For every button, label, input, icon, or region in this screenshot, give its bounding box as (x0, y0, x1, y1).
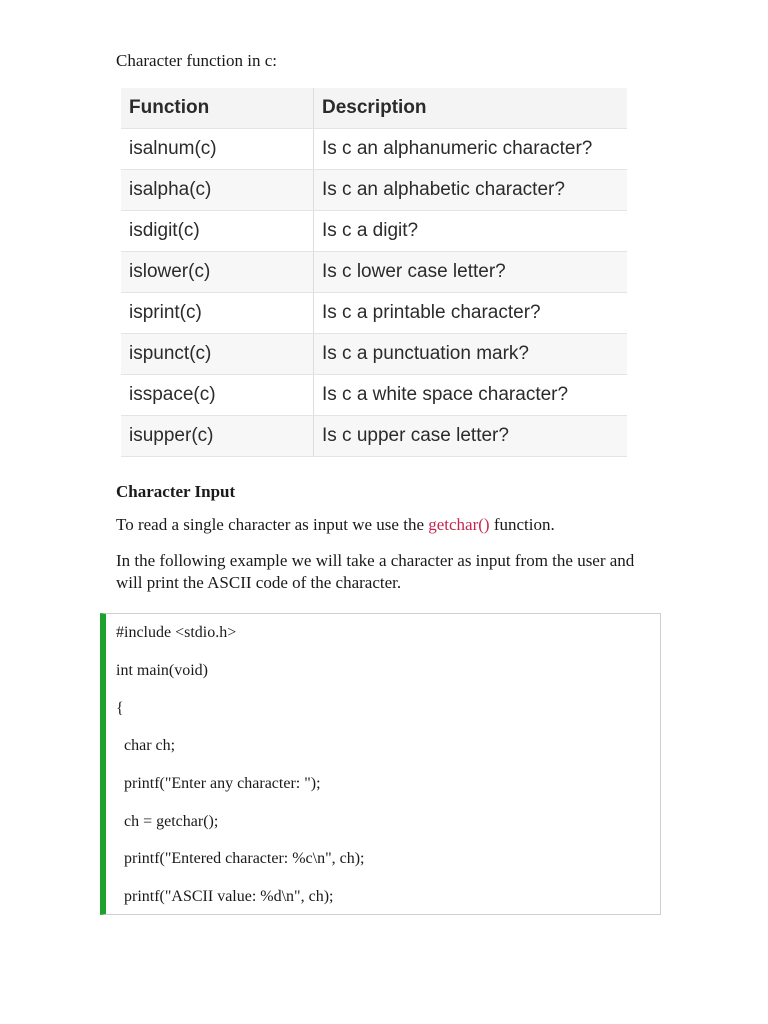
table-row (121, 416, 627, 457)
table-row (121, 211, 627, 252)
description-cell: Is c a punctuation mark? (314, 334, 628, 375)
character-function-table (121, 88, 627, 457)
table-row (121, 170, 627, 211)
intro-text-end: function. (489, 515, 555, 534)
function-cell: isdigit(c) (121, 211, 314, 252)
table-row (121, 129, 627, 170)
description-cell: Is c a white space character? (314, 375, 628, 416)
column-header-description: Description (314, 88, 628, 129)
code-line: printf("Entered character: %c\n", ch); (116, 850, 365, 867)
inline-code-getchar: getchar() (428, 515, 490, 534)
intro-paragraph (116, 514, 656, 536)
description-cell: Is c an alphabetic character? (314, 170, 628, 211)
code-block (100, 613, 661, 915)
code-line: printf("ASCII value: %d\n", ch); (116, 888, 334, 905)
function-cell: isprint(c) (121, 293, 314, 334)
intro-text: To read a single character as input we use the (116, 515, 429, 534)
table-row (121, 293, 627, 334)
function-cell: isalnum(c) (121, 129, 314, 170)
page-heading: Character function in c: (116, 51, 277, 70)
section-title: Character Input (116, 482, 236, 501)
description-cell: Is c a digit? (314, 211, 628, 252)
description-cell: Is c an alphanumeric character? (314, 129, 628, 170)
example-paragraph: In the following example we will take a character as input from the user and will print the ASCII code of the character. (116, 551, 635, 592)
code-line: char ch; (116, 737, 176, 754)
code-line: printf("Enter any character: "); (116, 775, 321, 792)
table-header-row (121, 88, 627, 129)
function-cell: islower(c) (121, 252, 314, 293)
code-line: #include <stdio.h> (116, 624, 237, 641)
function-cell: isalpha(c) (121, 170, 314, 211)
description-cell: Is c a printable character? (314, 293, 628, 334)
table-row (121, 334, 627, 375)
function-cell: ispunct(c) (121, 334, 314, 375)
table-row (121, 252, 627, 293)
description-cell: Is c lower case letter? (314, 252, 628, 293)
code-line: { (116, 700, 124, 717)
code-line: ch = getchar(); (116, 813, 219, 830)
function-cell: isspace(c) (121, 375, 314, 416)
table-row (121, 375, 627, 416)
column-header-function: Function (121, 88, 314, 129)
function-cell: isupper(c) (121, 416, 314, 457)
description-cell: Is c upper case letter? (314, 416, 628, 457)
code-line: int main(void) (116, 662, 208, 679)
